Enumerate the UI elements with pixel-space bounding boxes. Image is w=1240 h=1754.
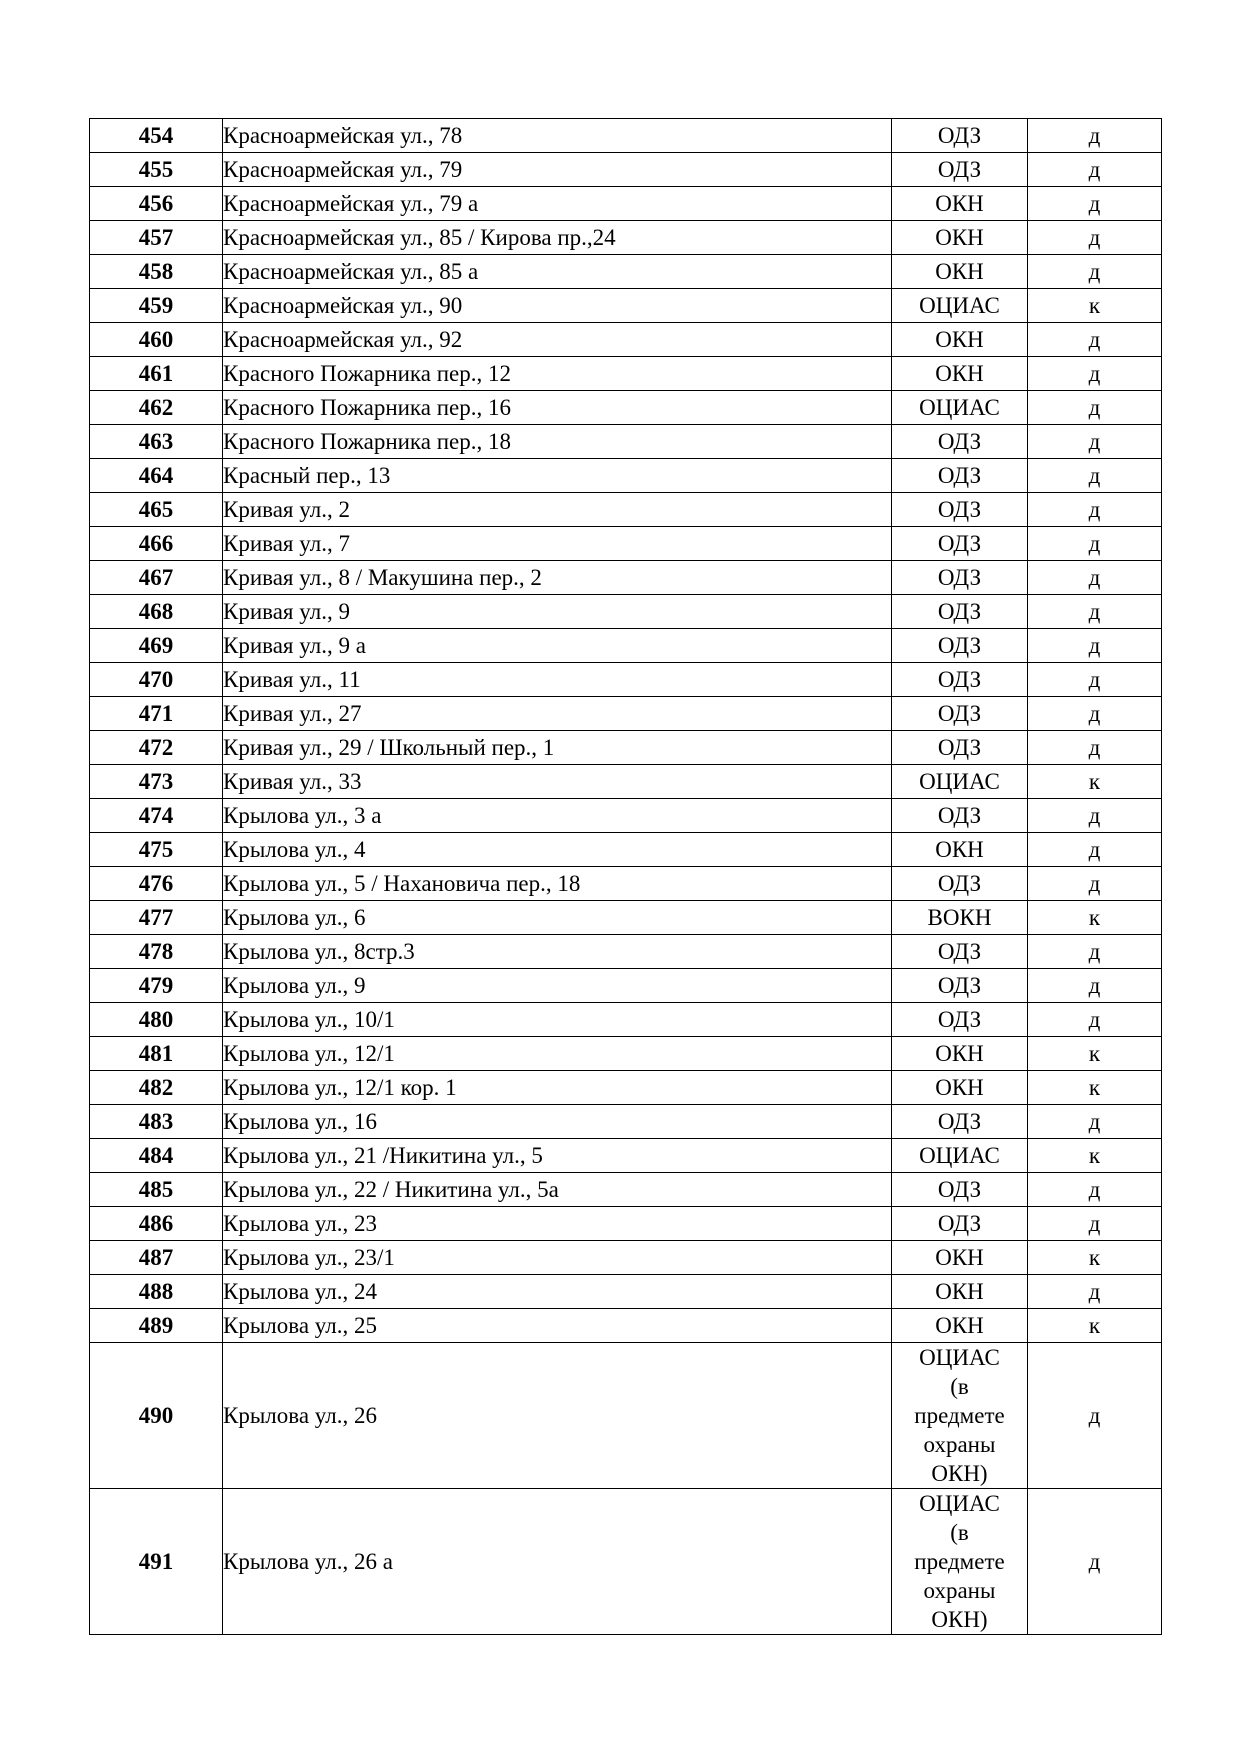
- row-category: ОДЗ: [892, 1173, 1028, 1207]
- row-type: д: [1028, 1105, 1162, 1139]
- row-category: ОКН: [892, 1241, 1028, 1275]
- row-address: Красный пер., 13: [223, 459, 892, 493]
- row-address: Крылова ул., 12/1: [223, 1037, 892, 1071]
- row-type: д: [1028, 459, 1162, 493]
- row-number: 491: [90, 1489, 223, 1635]
- row-address: Крылова ул., 8стр.3: [223, 935, 892, 969]
- row-category: ОДЗ: [892, 799, 1028, 833]
- table-row: [90, 731, 1162, 765]
- table-row: [90, 867, 1162, 901]
- row-number: 471: [90, 697, 223, 731]
- table-row: [90, 1207, 1162, 1241]
- row-category: ОДЗ: [892, 1105, 1028, 1139]
- row-type: д: [1028, 323, 1162, 357]
- row-type: д: [1028, 561, 1162, 595]
- table-row: [90, 1003, 1162, 1037]
- row-number: 469: [90, 629, 223, 663]
- row-address: Красного Пожарника пер., 12: [223, 357, 892, 391]
- row-number: 462: [90, 391, 223, 425]
- row-number: 459: [90, 289, 223, 323]
- row-category: ОДЗ: [892, 425, 1028, 459]
- row-category: ОКН: [892, 1275, 1028, 1309]
- row-category: ОДЗ: [892, 935, 1028, 969]
- row-number: 479: [90, 969, 223, 1003]
- row-address: Кривая ул., 9 а: [223, 629, 892, 663]
- row-category: ОДЗ: [892, 527, 1028, 561]
- row-type: к: [1028, 1309, 1162, 1343]
- row-address: Красноармейская ул., 85 / Кирова пр.,24: [223, 221, 892, 255]
- table-row: [90, 697, 1162, 731]
- row-address: Красноармейская ул., 90: [223, 289, 892, 323]
- row-category: ОДЗ: [892, 663, 1028, 697]
- table-row: [90, 493, 1162, 527]
- row-address: Красноармейская ул., 79 а: [223, 187, 892, 221]
- row-number: 490: [90, 1343, 223, 1489]
- table-row: [90, 1489, 1162, 1635]
- row-category: ОДЗ: [892, 561, 1028, 595]
- table-row: [90, 357, 1162, 391]
- table-row: [90, 1309, 1162, 1343]
- row-type: д: [1028, 1173, 1162, 1207]
- row-category: ОДЗ: [892, 119, 1028, 153]
- row-category: ОКН: [892, 255, 1028, 289]
- row-address: Кривая ул., 29 / Школьный пер., 1: [223, 731, 892, 765]
- row-category: ОЦИАС: [892, 765, 1028, 799]
- row-category: ОЦИАС (в предмете охраны ОКН): [892, 1343, 1028, 1489]
- row-number: 475: [90, 833, 223, 867]
- row-type: д: [1028, 425, 1162, 459]
- row-type: к: [1028, 901, 1162, 935]
- row-category: ОДЗ: [892, 1003, 1028, 1037]
- row-number: 455: [90, 153, 223, 187]
- row-type: д: [1028, 595, 1162, 629]
- row-number: 463: [90, 425, 223, 459]
- row-number: 481: [90, 1037, 223, 1071]
- row-address: Кривая ул., 27: [223, 697, 892, 731]
- row-number: 456: [90, 187, 223, 221]
- table-row: [90, 153, 1162, 187]
- row-address: Крылова ул., 3 а: [223, 799, 892, 833]
- table-row: [90, 629, 1162, 663]
- row-address: Крылова ул., 4: [223, 833, 892, 867]
- row-type: д: [1028, 629, 1162, 663]
- row-number: 457: [90, 221, 223, 255]
- objects-table: [89, 118, 1162, 1635]
- row-address: Кривая ул., 8 / Макушина пер., 2: [223, 561, 892, 595]
- row-number: 465: [90, 493, 223, 527]
- row-number: 472: [90, 731, 223, 765]
- row-type: к: [1028, 1071, 1162, 1105]
- table-row: [90, 663, 1162, 697]
- table-row: [90, 561, 1162, 595]
- row-address: Красного Пожарника пер., 18: [223, 425, 892, 459]
- table-row: [90, 1343, 1162, 1489]
- row-number: 467: [90, 561, 223, 595]
- row-address: Крылова ул., 21 /Никитина ул., 5: [223, 1139, 892, 1173]
- row-type: д: [1028, 187, 1162, 221]
- row-address: Крылова ул., 23: [223, 1207, 892, 1241]
- table-row: [90, 119, 1162, 153]
- row-type: д: [1028, 119, 1162, 153]
- row-category: ОДЗ: [892, 493, 1028, 527]
- row-type: д: [1028, 731, 1162, 765]
- row-category: ОЦИАС (в предмете охраны ОКН): [892, 1489, 1028, 1635]
- row-address: Крылова ул., 26: [223, 1343, 892, 1489]
- row-type: д: [1028, 867, 1162, 901]
- row-address: Кривая ул., 11: [223, 663, 892, 697]
- row-category: ОКН: [892, 187, 1028, 221]
- row-category: ОДЗ: [892, 629, 1028, 663]
- row-number: 478: [90, 935, 223, 969]
- row-category: ОЦИАС: [892, 1139, 1028, 1173]
- table-row: [90, 323, 1162, 357]
- row-type: д: [1028, 697, 1162, 731]
- row-number: 482: [90, 1071, 223, 1105]
- table-row: [90, 1241, 1162, 1275]
- row-type: к: [1028, 1139, 1162, 1173]
- row-category: ОКН: [892, 323, 1028, 357]
- table-row: [90, 799, 1162, 833]
- row-number: 487: [90, 1241, 223, 1275]
- row-address: Крылова ул., 24: [223, 1275, 892, 1309]
- row-address: Крылова ул., 9: [223, 969, 892, 1003]
- table-row: [90, 833, 1162, 867]
- row-address: Крылова ул., 16: [223, 1105, 892, 1139]
- row-number: 466: [90, 527, 223, 561]
- row-address: Кривая ул., 9: [223, 595, 892, 629]
- row-type: д: [1028, 1003, 1162, 1037]
- table-body: [90, 119, 1162, 1635]
- row-category: ОДЗ: [892, 1207, 1028, 1241]
- row-type: к: [1028, 289, 1162, 323]
- row-type: д: [1028, 255, 1162, 289]
- row-category: ОДЗ: [892, 731, 1028, 765]
- row-number: 470: [90, 663, 223, 697]
- row-category: ОКН: [892, 1309, 1028, 1343]
- row-type: д: [1028, 833, 1162, 867]
- table-row: [90, 935, 1162, 969]
- row-type: д: [1028, 1207, 1162, 1241]
- row-number: 486: [90, 1207, 223, 1241]
- row-number: 488: [90, 1275, 223, 1309]
- row-type: д: [1028, 493, 1162, 527]
- row-number: 480: [90, 1003, 223, 1037]
- table-row: [90, 1275, 1162, 1309]
- row-category: ОДЗ: [892, 153, 1028, 187]
- table-row: [90, 595, 1162, 629]
- row-address: Крылова ул., 12/1 кор. 1: [223, 1071, 892, 1105]
- table-row: [90, 1105, 1162, 1139]
- table-row: [90, 255, 1162, 289]
- row-type: д: [1028, 1275, 1162, 1309]
- row-address: Крылова ул., 10/1: [223, 1003, 892, 1037]
- table-row: [90, 1173, 1162, 1207]
- table-row: [90, 289, 1162, 323]
- row-number: 477: [90, 901, 223, 935]
- row-type: д: [1028, 799, 1162, 833]
- table-row: [90, 1071, 1162, 1105]
- row-address: Крылова ул., 26 а: [223, 1489, 892, 1635]
- row-address: Красноармейская ул., 92: [223, 323, 892, 357]
- table-row: [90, 1139, 1162, 1173]
- row-type: к: [1028, 1037, 1162, 1071]
- row-address: Кривая ул., 7: [223, 527, 892, 561]
- row-category: ОДЗ: [892, 595, 1028, 629]
- row-address: Кривая ул., 2: [223, 493, 892, 527]
- row-address: Крылова ул., 22 / Никитина ул., 5а: [223, 1173, 892, 1207]
- row-number: 461: [90, 357, 223, 391]
- row-number: 489: [90, 1309, 223, 1343]
- row-address: Красноармейская ул., 79: [223, 153, 892, 187]
- table-row: [90, 187, 1162, 221]
- row-address: Крылова ул., 5 / Нахановича пер., 18: [223, 867, 892, 901]
- row-number: 468: [90, 595, 223, 629]
- row-address: Красноармейская ул., 78: [223, 119, 892, 153]
- row-type: д: [1028, 969, 1162, 1003]
- row-type: д: [1028, 935, 1162, 969]
- row-category: ОКН: [892, 833, 1028, 867]
- row-number: 484: [90, 1139, 223, 1173]
- table-row: [90, 459, 1162, 493]
- row-number: 474: [90, 799, 223, 833]
- row-address: Кривая ул., 33: [223, 765, 892, 799]
- row-category: ОКН: [892, 221, 1028, 255]
- row-number: 454: [90, 119, 223, 153]
- table-row: [90, 221, 1162, 255]
- row-type: д: [1028, 527, 1162, 561]
- row-number: 458: [90, 255, 223, 289]
- row-type: д: [1028, 1343, 1162, 1489]
- row-address: Крылова ул., 6: [223, 901, 892, 935]
- row-category: ОКН: [892, 1037, 1028, 1071]
- row-category: ВОКН: [892, 901, 1028, 935]
- table-row: [90, 765, 1162, 799]
- row-number: 485: [90, 1173, 223, 1207]
- row-category: ОДЗ: [892, 459, 1028, 493]
- row-category: ОДЗ: [892, 697, 1028, 731]
- row-address: Красноармейская ул., 85 а: [223, 255, 892, 289]
- row-number: 473: [90, 765, 223, 799]
- row-number: 460: [90, 323, 223, 357]
- row-type: к: [1028, 1241, 1162, 1275]
- table-row: [90, 391, 1162, 425]
- row-type: д: [1028, 221, 1162, 255]
- row-type: д: [1028, 663, 1162, 697]
- row-category: ОКН: [892, 357, 1028, 391]
- table-row: [90, 969, 1162, 1003]
- row-number: 476: [90, 867, 223, 901]
- row-type: д: [1028, 1489, 1162, 1635]
- table-row: [90, 527, 1162, 561]
- row-type: д: [1028, 357, 1162, 391]
- row-number: 464: [90, 459, 223, 493]
- row-type: к: [1028, 765, 1162, 799]
- table-row: [90, 1037, 1162, 1071]
- row-address: Крылова ул., 25: [223, 1309, 892, 1343]
- row-type: д: [1028, 153, 1162, 187]
- table-row: [90, 425, 1162, 459]
- row-address: Красного Пожарника пер., 16: [223, 391, 892, 425]
- row-category: ОЦИАС: [892, 289, 1028, 323]
- row-type: д: [1028, 391, 1162, 425]
- row-category: ОДЗ: [892, 867, 1028, 901]
- row-address: Крылова ул., 23/1: [223, 1241, 892, 1275]
- row-category: ОДЗ: [892, 969, 1028, 1003]
- row-number: 483: [90, 1105, 223, 1139]
- table-row: [90, 901, 1162, 935]
- row-category: ОКН: [892, 1071, 1028, 1105]
- row-category: ОЦИАС: [892, 391, 1028, 425]
